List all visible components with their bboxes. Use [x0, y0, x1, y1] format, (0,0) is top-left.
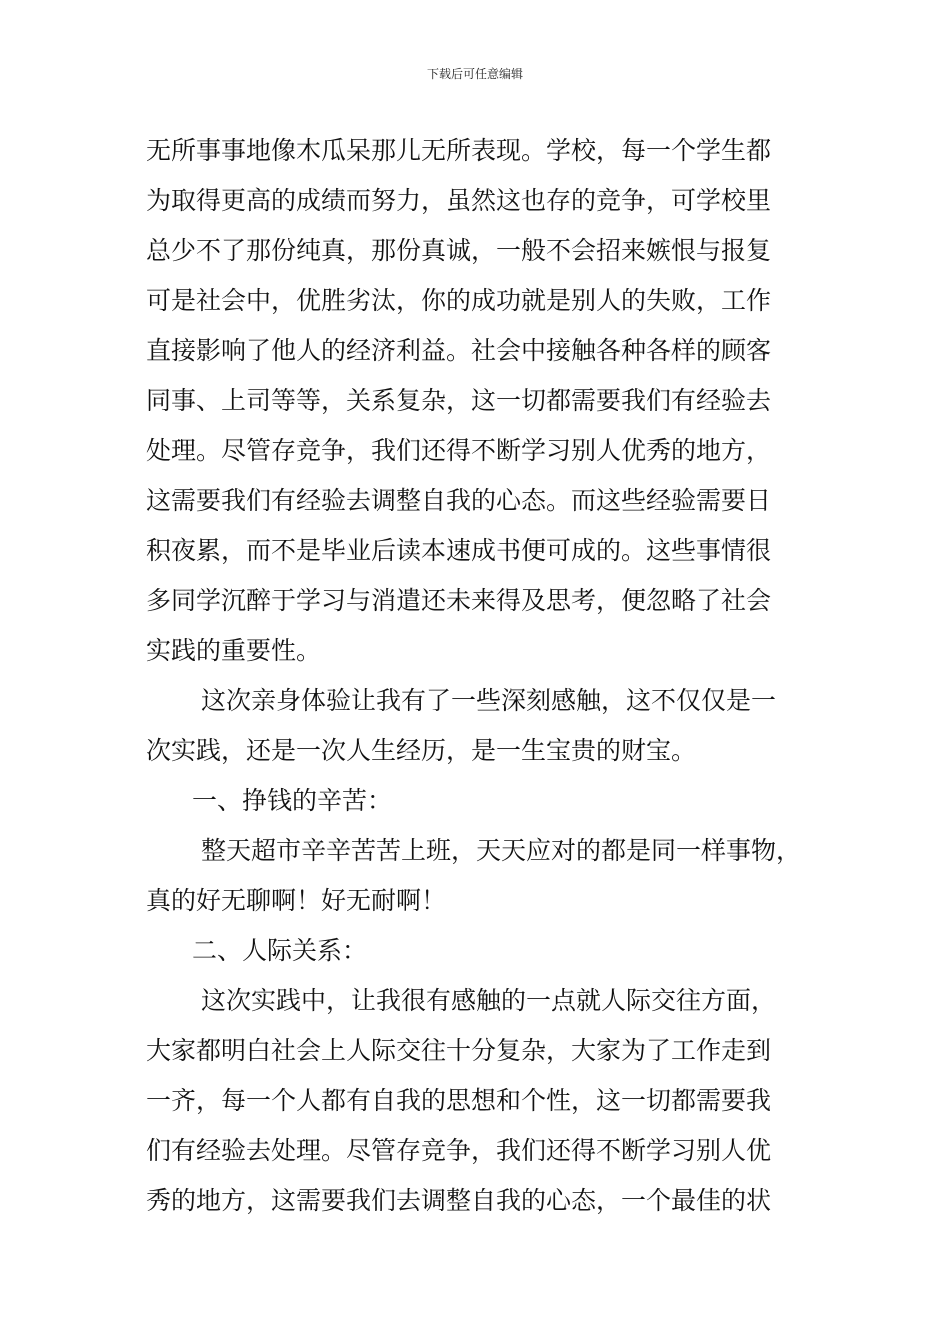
text-line: 次实践，还是一次人生经历，是一生宝贵的财宝。	[146, 736, 697, 765]
text-line: 直接影响了他人的经济利益。社会中接触各种各样的顾客	[146, 336, 772, 365]
text-line: 一齐，每一个人都有自我的思想和个性，这一切都需要我	[146, 1086, 772, 1115]
text-line: 积夜累，而不是毕业后读本速成书便可成的。这些事情很	[146, 536, 772, 565]
text-line: 无所事事地像木瓜呆那儿无所表现。学校，每一个学生都	[146, 136, 772, 165]
text-line: 整天超市辛辛苦苦上班，天天应对的都是同一样事物，	[201, 836, 802, 865]
text-line: 这次亲身体验让我有了一些深刻感触，这不仅仅是一	[201, 686, 777, 715]
text-line: 同事、上司等等，关系复杂，这一切都需要我们有经验去	[146, 386, 772, 415]
page-header: 下载后可任意编辑	[426, 67, 523, 81]
text-line: 可是社会中，优胜劣汰，你的成功就是别人的失败，工作	[146, 286, 772, 315]
text-line: 处理。尽管存竞争，我们还得不断学习别人优秀的地方，	[146, 436, 772, 465]
text-line: 多同学沉醉于学习与消遣还未来得及思考，便忽略了社会	[146, 586, 772, 615]
text-line: 们有经验去处理。尽管存竞争，我们还得不断学习别人优	[146, 1136, 772, 1165]
text-line: 实践的重要性。	[146, 636, 322, 665]
section-heading: 一、挣钱的辛苦：	[192, 786, 393, 815]
text-line: 这需要我们有经验去调整自我的心态。而这些经验需要日	[146, 486, 772, 515]
text-line: 这次实践中，让我很有感触的一点就人际交往方面，	[201, 986, 777, 1015]
text-line: 大家都明白社会上人际交往十分复杂，大家为了工作走到	[146, 1036, 772, 1065]
text-line: 为取得更高的成绩而努力，虽然这也存的竞争，可学校里	[146, 186, 772, 215]
text-line: 总少不了那份纯真，那份真诚，一般不会招来嫉恨与报复	[146, 236, 772, 265]
document-body	[146, 126, 818, 1226]
text-line: 秀的地方，这需要我们去调整自我的心态，一个最佳的状	[146, 1186, 772, 1215]
section-heading: 二、人际关系：	[192, 936, 368, 965]
text-line: 真的好无聊啊！好无耐啊！	[146, 886, 447, 915]
